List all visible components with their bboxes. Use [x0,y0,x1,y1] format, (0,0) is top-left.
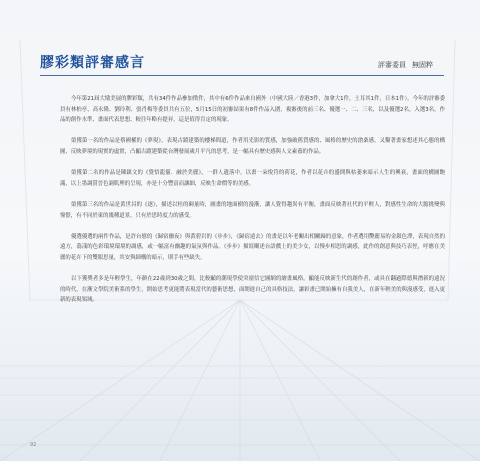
article-body [60,94,445,316]
page-number: 92 [30,442,37,448]
paragraph: 榮獲第一名的作品是蔡國權的《夢現》，表現古蹟建築的樓梯間道，作者用光影的質感，加強破舊質感的、風格的歷史的滄桑感，又鑿著畫家想述其心態的構圖，反映夢境的現實的虛實，凸顯古蹟建築從台灣發展歲月平凡的思考，是一幅具有歷史感與人文素養的作品。 [60,138,445,155]
author-name: 無固粹 [412,61,433,69]
paragraph: 榮獲第三名的作品是黃世昌的《逐》，描述以桂的碉量時，圖畫的地面樹的漫漸，讓人覺得趨異有平衡，畫面反映著社代的平輕人，對感性生命的大膽挑變與憧憬，有不同於東的幾種道景，只有於思時度力的感受。 [60,201,445,219]
paragraph: 優選優選的兩件作品，是許台慰的《歸宿幽夜》與黃碧岩的《步步》，《歸宿遠去》的畫是以年老關出相關歸的意象，作者選用艷麗易的金銀色澤，表現自然的遠方，蕩漾的色彩環境環境的調感，或一幅富有幽趣的氣氛與作品。《步步》描寫闡述台語戲上的美少女，以慢步相思的調感，此作的創意與技巧表徑，呼應在美麗的花卉下的雙眼思量，其安與細構的暗示，則手有些缺失。 [60,233,445,261]
author-line [372,60,433,70]
author-role: 評審委員 [378,61,406,69]
paragraph: 榮獲第二名的作品是陳鎮文的《覺悟龍靈．融於美麗》，一群人遺落中，以畫一朵悅符的荷花，作者以花卉的盛開與枯萎來暗示人生的興衰，畫面的構圖飽滿，以上墨調賞晉色調肌理的呈現，亦是十分豐富而讓細，反映生命價等的美感。 [60,170,445,187]
title-divider [40,75,444,76]
page-title: 膠彩類評審感言 [40,55,145,71]
paragraph: 今年第21屆大墩美展的膠彩類，共有34件作品參加徵件，其中有6件作品來自國外（中國大陸／香港3件，加拿大1件，土耳其1件，日本1件）。今年的評審委員有林柏亭、高永隆、劉玲利、張肖梅等委員共有五位，5月15日的初審結果有8件作品入圍，複審後的前三名、優選一、二、三名，以及優選2名，入選3名，作品的創作水準、畫面代表思想、較往年略有提昇，這是值得肯定的現象。 [60,96,445,124]
paragraph: 以下獲獎者多是年輕學生，年齡在22歲到30歲之間，比較顯的潮現學使突窗信它圖網的繪畫風格，顯能反映新生代的創作者，或具在翻過際德與潛新的遠況的時代，在漸文學院美術系的學生，開始思考更能將表現當代的藝術思想，面開進自己的具格技法，讓彩畫已開始擁有自我美人，在新年輕美的與漫感受，進入更新的表現領域。 [60,276,445,304]
